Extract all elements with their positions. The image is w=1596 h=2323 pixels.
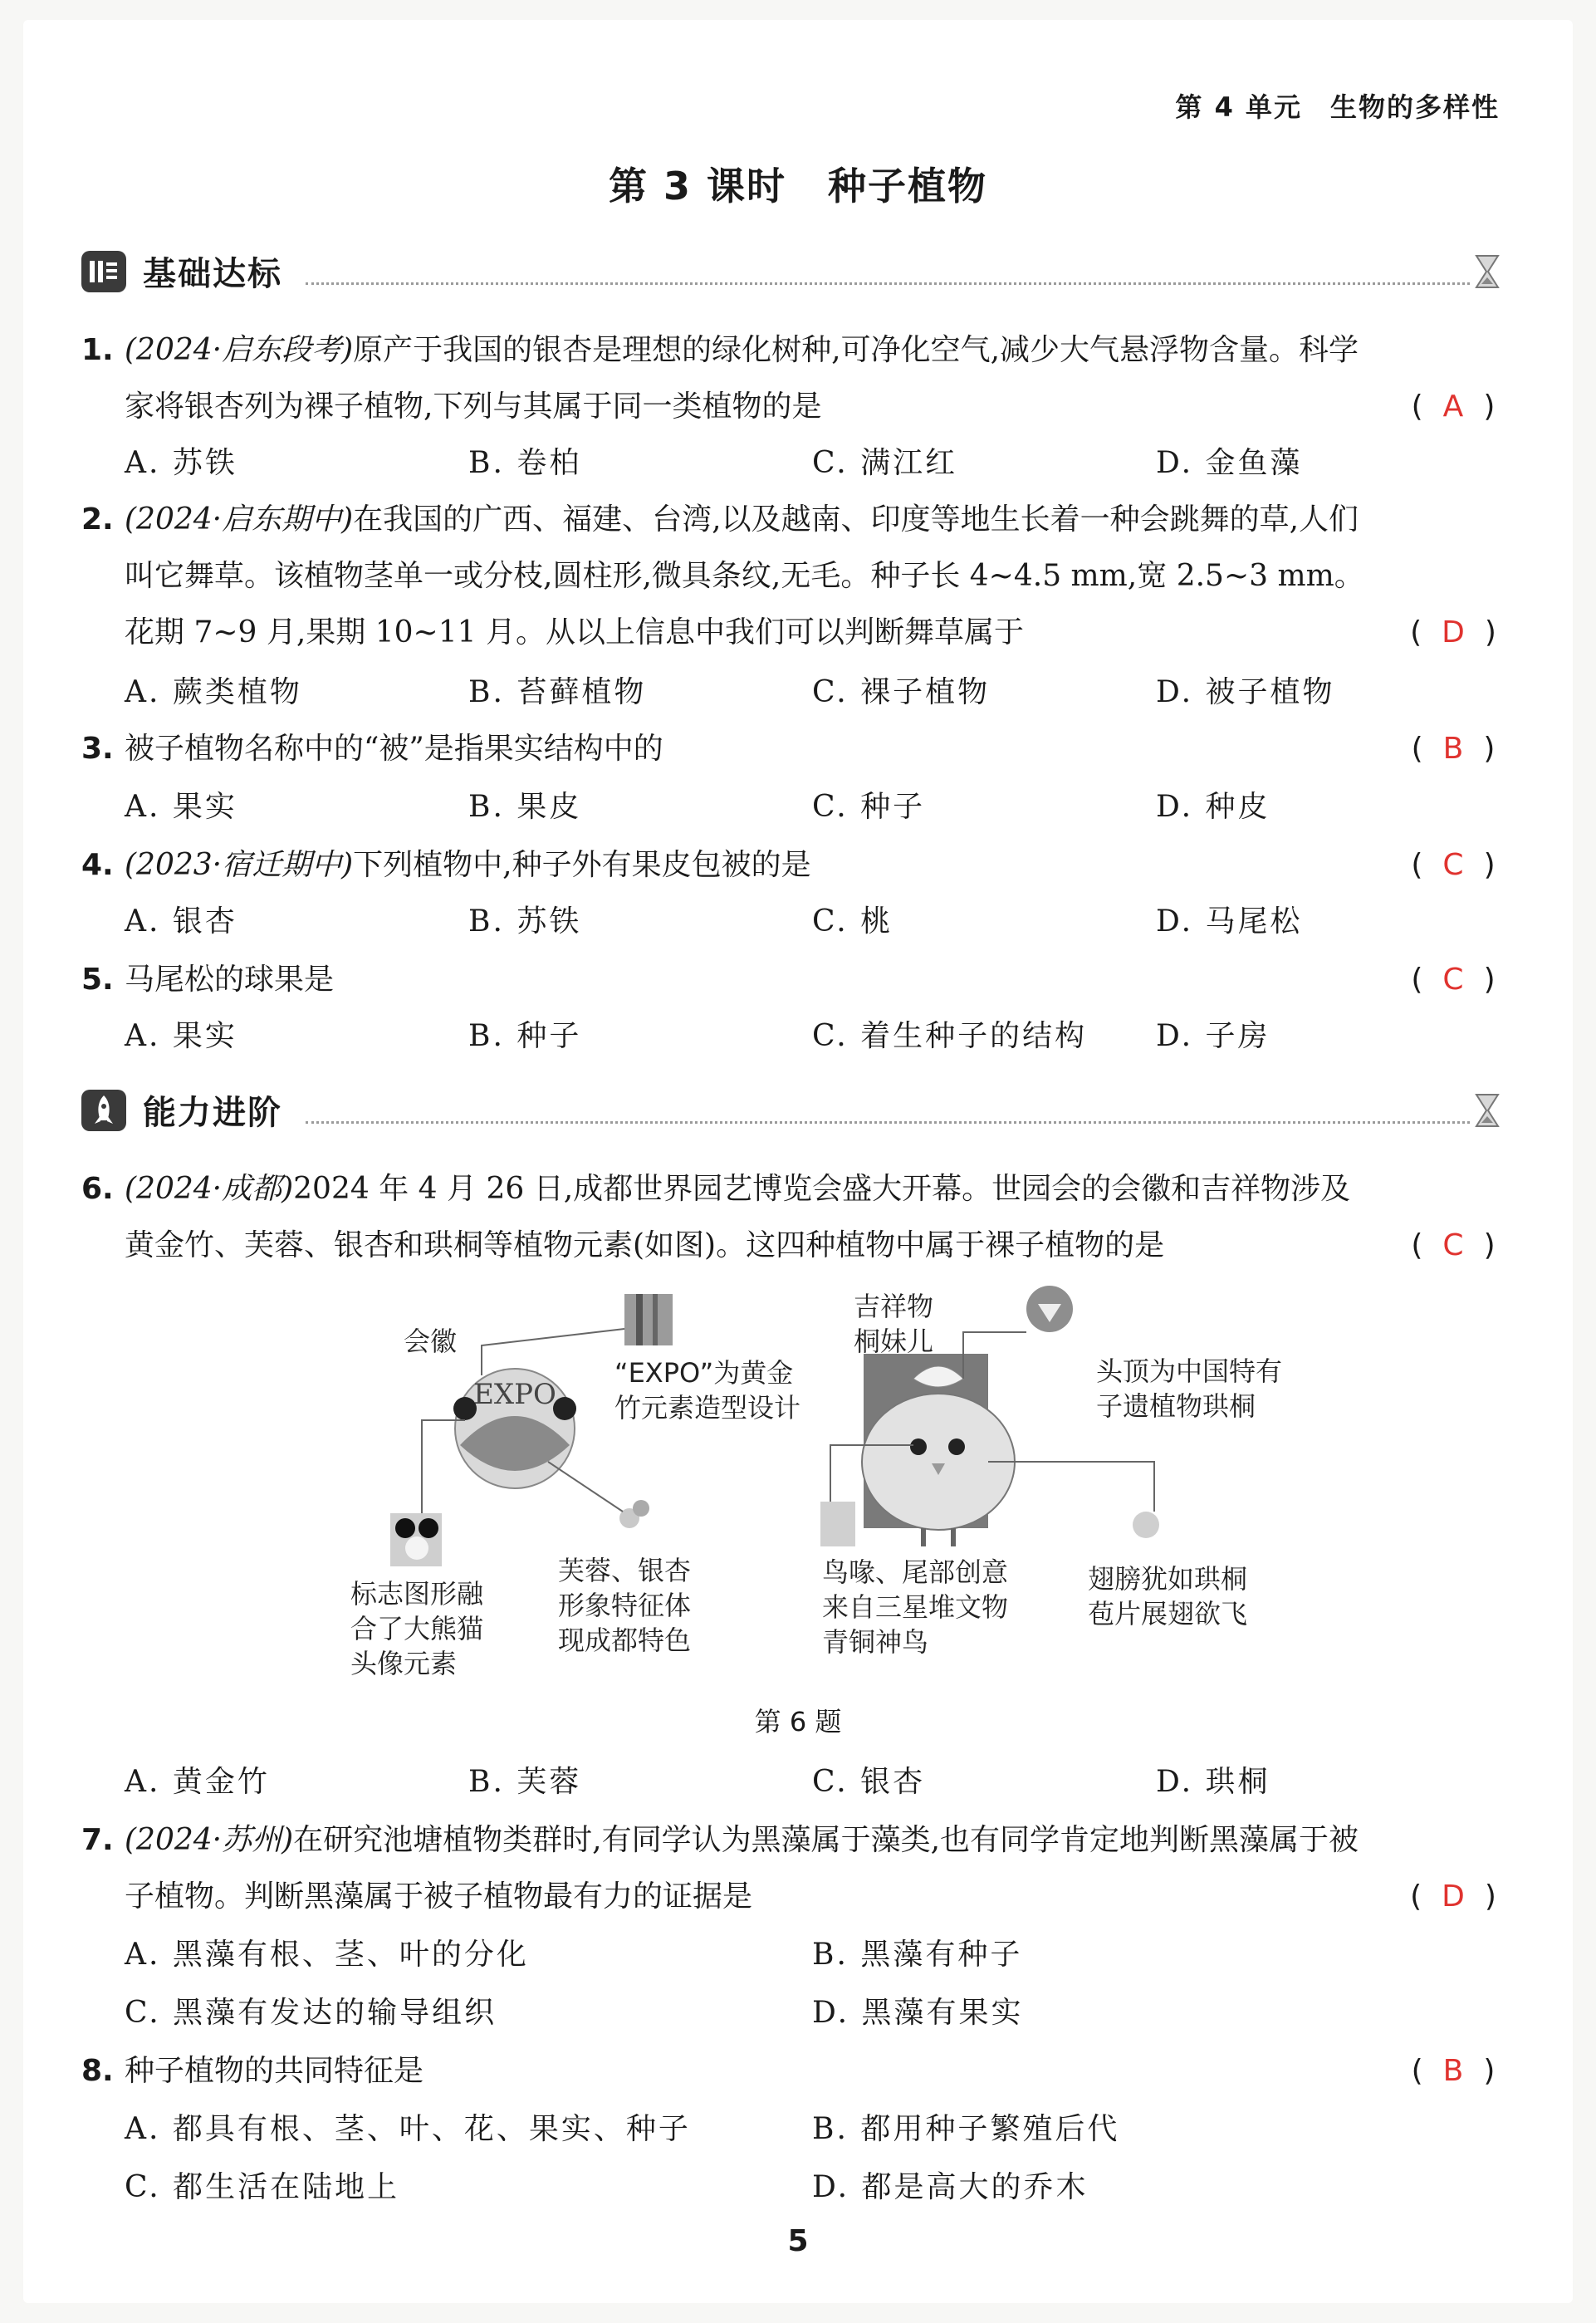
figure-caption: 第 6 题 [754, 1706, 842, 1737]
options-q4 [125, 894, 1503, 950]
option-b: B. 都用种子繁殖后代 [812, 2112, 1120, 2146]
option-a: A. 果实 [125, 790, 237, 824]
options-q6 [125, 1754, 1503, 1811]
question-3: 3. 被子植物名称中的“被”是指果实结构中的 ( B ) [81, 721, 1503, 777]
option-a: A. 果实 [125, 1019, 237, 1053]
option-c: C. 黑藻有发达的输导组织 [125, 1996, 497, 2030]
options-q7-row1 [125, 1927, 1503, 1983]
option-d: D. 马尾松 [1156, 904, 1303, 939]
option-a: A. 苏铁 [125, 446, 237, 480]
options-q8-row1 [125, 2101, 1503, 2158]
option-d: D. 子房 [1156, 1019, 1270, 1053]
answer-bracket: ( D ) [1410, 615, 1496, 649]
option-a: A. 蕨类植物 [125, 675, 302, 709]
option-c: C. 都生活在陆地上 [125, 2170, 400, 2204]
flower-note: 芙蓉、银杏形象特征体现成都特色 [558, 1555, 692, 1656]
question-7: 7. (2024·苏州)在研究池塘植物类群时,有同学认为黑藻属于藻类,也有同学肯定地判断黑藻属于被子植物。判断黑藻属于被子植物最有力的证据是 ( D ) [81, 1812, 1503, 1925]
head-note: 头顶为中国特有子遗植物珙桐 [1096, 1355, 1283, 1422]
option-d: D. 金鱼藻 [1156, 446, 1303, 480]
unit-number: 第 4 单元 [1175, 91, 1302, 123]
emblem-label: 会徽 [404, 1326, 458, 1357]
option-b: B. 种子 [468, 1019, 582, 1053]
question-5: 5. 马尾松的球果是 ( C ) [81, 952, 1503, 1008]
lesson-number: 第 3 课时 [608, 164, 787, 208]
answer-bracket: ( C ) [1411, 1228, 1496, 1262]
option-a: A. 银杏 [125, 904, 237, 939]
options-q1 [125, 435, 1503, 492]
option-c: C. 着生种子的结构 [812, 1019, 1088, 1053]
panda-note: 标志图形融合了大熊猫头像元素 [350, 1578, 484, 1679]
question-8: 8. 种子植物的共同特征是 ( B ) [81, 2043, 1503, 2100]
section-basic [81, 246, 1503, 297]
option-c: C. 桃 [812, 904, 893, 939]
option-b: B. 卷柏 [468, 446, 582, 480]
answer-letter: B [1442, 732, 1464, 766]
answer-bracket: ( B ) [1411, 732, 1496, 766]
option-c: C. 种子 [812, 790, 926, 824]
option-a: A. 都具有根、茎、叶、花、果实、种子 [125, 2112, 691, 2146]
option-b: B. 黑藻有种子 [812, 1938, 1023, 1972]
option-d: D. 都是高大的乔木 [812, 2170, 1089, 2204]
question-6-figure [332, 1279, 1283, 1711]
options-q3 [125, 779, 1503, 836]
hourglass-icon [1471, 252, 1503, 291]
option-d: D. 被子植物 [1156, 675, 1335, 709]
option-b: B. 苔藓植物 [468, 675, 647, 709]
options-q8-row2 [125, 2159, 1503, 2216]
unit-header [1175, 86, 1500, 125]
section-advanced-title: 能力进阶 [143, 1094, 282, 1132]
answer-letter: C [1442, 1228, 1464, 1262]
option-a: A. 黑藻有根、茎、叶的分化 [125, 1938, 529, 1972]
answer-letter: D [1442, 615, 1465, 649]
book-icon [81, 251, 126, 292]
section-basic-title: 基础达标 [143, 255, 282, 293]
beak-note: 鸟喙、尾部创意来自三星堆文物青铜神鸟 [822, 1556, 1009, 1658]
section-divider [306, 282, 1470, 285]
question-2: 2. (2024·启东期中)在我国的广西、福建、台湾,以及越南、印度等地生长着一种会跳舞的草,人们叫它舞草。该植物茎单一或分枝,圆柱形,微具条纹,无毛。种子长 4~4.5 mm,宽 2.5~3 mm。花期 7~9 月,果期 10~11 月。从以上信息中我们可以判断舞草属于 ( D ) [81, 492, 1503, 661]
answer-bracket: ( D ) [1410, 1879, 1496, 1914]
bronze-bird-photo [820, 1502, 855, 1546]
answer-letter: C [1442, 963, 1464, 997]
option-d: D. 珙桐 [1156, 1765, 1270, 1799]
option-a: A. 黄金竹 [125, 1765, 270, 1799]
section-divider [306, 1121, 1470, 1124]
mascot-label: 吉祥物桐妹儿 [854, 1291, 934, 1357]
option-c: C. 裸子植物 [812, 675, 991, 709]
question-6: 6. (2024·成都)2024 年 4 月 26 日,成都世界园艺博览会盛大开幕。世园会的会徽和吉祥物涉及黄金竹、芙蓉、银杏和珙桐等植物元素(如图)。这四种植物中属于裸子植物的是 ( C ) [81, 1161, 1503, 1274]
answer-letter: C [1442, 848, 1464, 882]
option-c: C. 满江红 [812, 446, 958, 480]
answer-bracket: ( C ) [1411, 848, 1496, 882]
hourglass-icon [1471, 1091, 1503, 1130]
answer-letter: A [1442, 390, 1464, 424]
unit-title: 生物的多样性 [1329, 91, 1500, 123]
options-q7-row2 [125, 1985, 1503, 2041]
wing-note: 翅膀犹如珙桐苞片展翅欲飞 [1088, 1563, 1248, 1630]
option-d: D. 黑藻有果实 [812, 1996, 1024, 2030]
option-b: B. 芙蓉 [468, 1765, 582, 1799]
answer-bracket: ( C ) [1411, 963, 1496, 997]
expo-note: “EXPO”为黄金竹元素造型设计 [614, 1357, 801, 1424]
option-b: B. 果皮 [468, 790, 582, 824]
answer-bracket: ( B ) [1411, 2054, 1496, 2088]
options-q2 [125, 664, 1503, 721]
bract-photo [1133, 1512, 1159, 1538]
option-b: B. 苏铁 [468, 904, 582, 939]
question-1: 1. (2024·启东段考)原产于我国的银杏是理想的绿化树种,可净化空气,减少大气悬浮物含量。科学家将银杏列为裸子植物,下列与其属于同一类植物的是 ( A ) [81, 322, 1503, 435]
section-advanced [81, 1085, 1503, 1136]
rocket-icon [81, 1090, 126, 1131]
option-d: D. 种皮 [1156, 790, 1270, 824]
lesson-title [0, 156, 1596, 211]
question-4: 4. (2023·宿迁期中)下列植物中,种子外有果皮包被的是 ( C ) [81, 837, 1503, 894]
answer-letter: B [1442, 2054, 1464, 2088]
bamboo-photo [624, 1294, 673, 1345]
answer-bracket: ( A ) [1411, 390, 1496, 424]
expo-logo-text: EXPO [473, 1378, 556, 1411]
options-q5 [125, 1008, 1503, 1065]
option-c: C. 银杏 [812, 1765, 926, 1799]
answer-letter: D [1442, 1879, 1465, 1914]
mascot-graphic [862, 1354, 1015, 1546]
page-number: 5 [787, 2224, 809, 2258]
emblem-graphic [453, 1369, 576, 1488]
lesson-name: 种子植物 [828, 164, 988, 208]
